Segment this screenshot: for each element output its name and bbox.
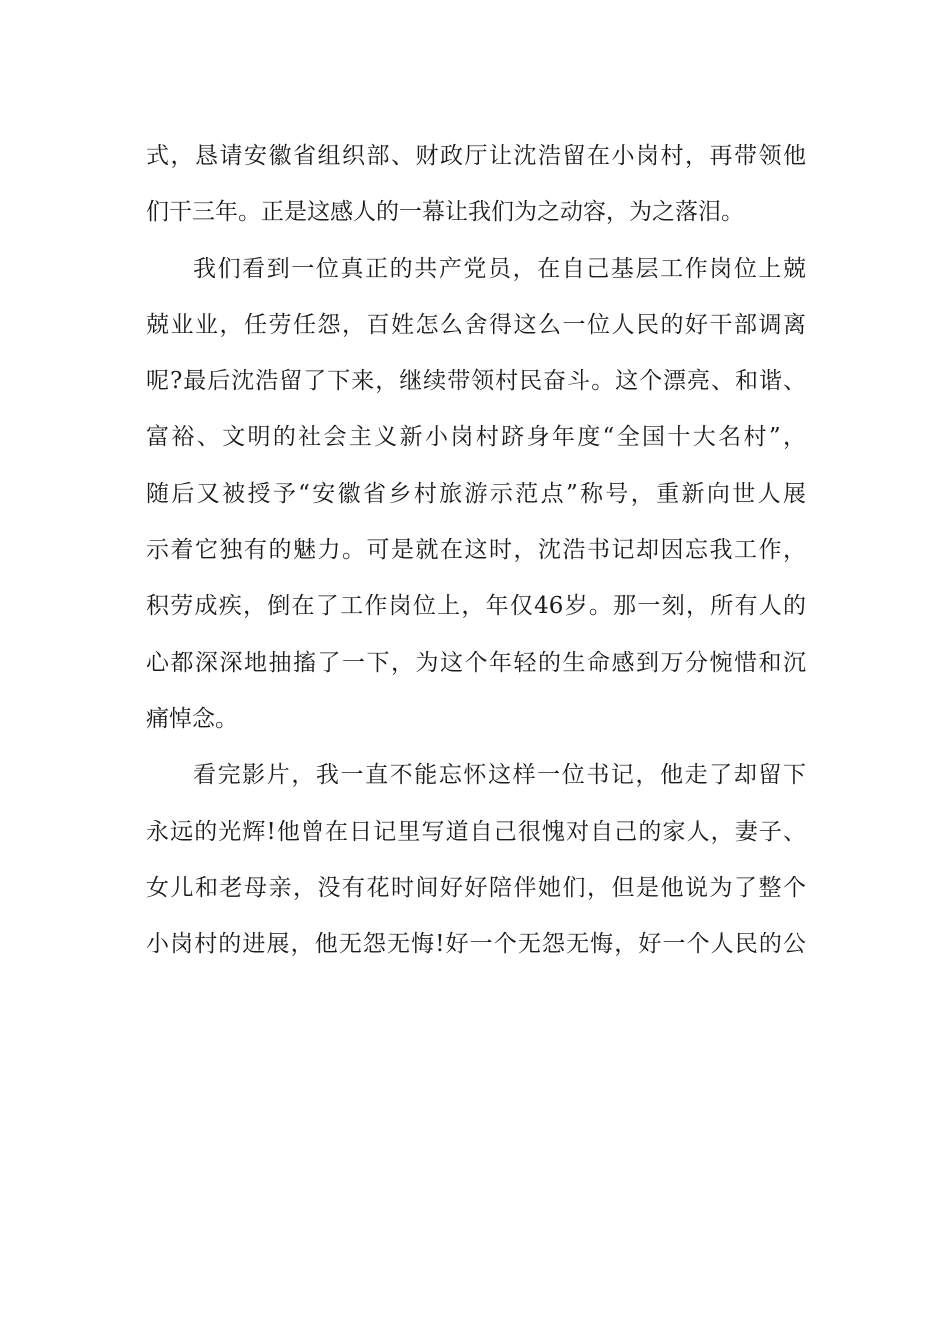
text-line: 小岗村的进展，他无怨无悔!好一个无怨无悔，好一个人民的公 xyxy=(146,931,806,958)
text-line: 们干三年。正是这感人的一幕让我们为之动容，为之落泪。 xyxy=(146,199,744,226)
text-line: 兢业业，任劳任怨，百姓怎么舍得这么一位人民的好干部调离 xyxy=(146,311,806,338)
text-line: 痛悼念。 xyxy=(146,705,238,732)
text-line: 我们看到一位真正的共产党员，在自己基层工作岗位上兢 xyxy=(193,255,806,282)
text-line: 示着它独有的魅力。可是就在这时，沈浩书记却因忘我工作， xyxy=(146,537,806,564)
text-line: 女儿和老母亲，没有花时间好好陪伴她们，但是他说为了整个 xyxy=(146,874,806,901)
body-text xyxy=(146,128,806,972)
text-line: 永远的光辉!他曾在日记里写道自己很愧对自己的家人，妻子、 xyxy=(146,818,806,845)
text-line: 看完影片，我一直不能忘怀这样一位书记，他走了却留下 xyxy=(193,762,806,789)
text-line: 随后又被授予“安徽省乡村旅游示范点”称号，重新向世人展 xyxy=(146,480,806,507)
text-line: 积劳成疾，倒在了工作岗位上，年仅46岁。那一刻，所有人的 xyxy=(146,593,806,620)
text-line: 呢?最后沈浩留了下来，继续带领村民奋斗。这个漂亮、和谐、 xyxy=(146,368,806,395)
text-line: 富裕、文明的社会主义新小岗村跻身年度“全国十大名村”， xyxy=(146,424,806,451)
text-line: 心都深深地抽搐了一下，为这个年轻的生命感到万分惋惜和沉 xyxy=(146,649,806,676)
text-line: 式，恳请安徽省组织部、财政厅让沈浩留在小岗村，再带领他 xyxy=(146,143,806,169)
